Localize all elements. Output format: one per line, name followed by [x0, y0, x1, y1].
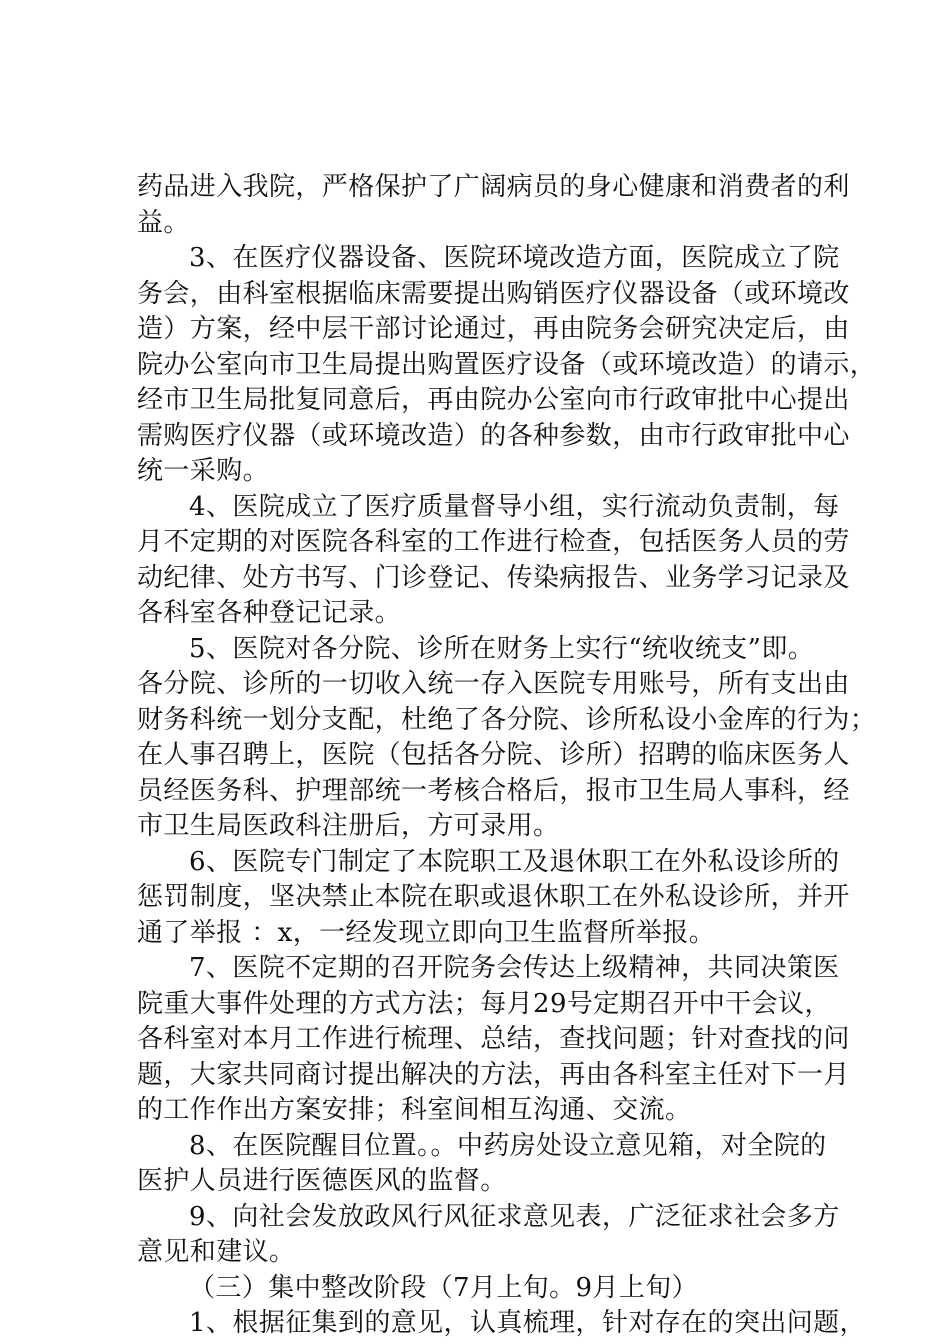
paragraph-4-start: 4、医院成立了医疗质量督导小组，实行流动负责制，每 [189, 491, 840, 522]
text-line: 题，大家共同商讨提出解决的方法，再由各科室主任对下一月 [137, 1059, 850, 1090]
paragraph-5-start: 5、医院对各分院、诊所在财务上实行“统收统支”即。 [189, 633, 815, 664]
text-line: 各科室对本月工作进行梳理、总结，查找问题；针对查找的问 [137, 1024, 850, 1054]
paragraph-8-start: 8、在医院醒目位置。。中药房处设立意见箱，对全院的 [189, 1130, 827, 1161]
text-line: 在人事召聘上，医院（包括各分院、诊所）招聘的临床医务人 [137, 740, 850, 770]
text-line: 的工作作出方案安排；科室间相互沟通、交流。 [137, 1095, 692, 1125]
text-line: 月不定期的对医院各科室的工作进行检查，包括医务人员的劳 [137, 527, 850, 557]
paragraph-7-start: 7、医院不定期的召开院务会传达上级精神，共同决策医 [189, 953, 840, 983]
text-line: 惩罚制度，坚决禁止本院在职或退休职工在外私设诊所，并开 [137, 882, 850, 912]
text-line: 意见和建议。 [137, 1237, 296, 1267]
text-line: 需购医疗仪器（或环境改造）的各种参数，由市行政审批中心 [137, 420, 850, 451]
text-line: 务会，由科室根据临床需要提出购销医疗仪器设备（或环境改 [137, 278, 850, 309]
text-line: 院办公室向市卫生局提出购置医疗设备（或环境改造）的请示， [137, 349, 877, 380]
paragraph-9-start: 9、向社会发放政风行风征求意见表，广泛征求社会多方 [189, 1201, 840, 1232]
text-line: 经市卫生局批复同意后，再由院办公室向市行政审批中心提出 [137, 385, 850, 415]
text-line: 统一采购。 [137, 456, 270, 486]
document-body [137, 170, 877, 1342]
paragraph-3-start: 3、在医疗仪器设备、医院环境改造方面，医院成立了院 [189, 243, 840, 273]
text-line: 各科室各种登记记录。 [137, 598, 402, 628]
text-line: 动纪律、处方书写、门诊登记、传染病报告、业务学习记录及 [137, 562, 850, 593]
text-line: 院重大事件处理的方式方法；每月29号定期召开中干会议， [137, 988, 831, 1019]
text-line: 造）方案，经中层干部讨论通过，再由院务会研究决定后，由 [137, 314, 850, 344]
text-line: 药品进入我院，严格保护了广阔病员的身心健康和消费者的利 [137, 172, 850, 202]
paragraph-section-3-item-1: 1、根据征集到的意见，认真梳理，针对存在的突出问题， [189, 1308, 866, 1338]
paragraph-6-start: 6、医院专门制定了本院职工及退休职工在外私设诊所的 [189, 846, 840, 877]
text-line: 益。 [137, 207, 190, 238]
text-line: 通了举报 ：x，一经发现立即向卫生监督所举报。 [137, 917, 716, 948]
text-line: 各分院、诊所的一切收入统一存入医院专用账号，所有支出由 [137, 669, 850, 699]
text-line: 医护人员进行医德医风的监督。 [137, 1166, 507, 1196]
text-line: 市卫生局医政科注册后，方可录用。 [137, 811, 560, 841]
section-heading: （三）集中整改阶段（7月上旬。9月上旬） [189, 1272, 699, 1303]
text-line: 财务科统一划分支配，杜绝了各分院、诊所私设小金库的行为； [137, 704, 877, 735]
text-line: 员经医务科、护理部统一考核合格后，报市卫生局人事科，经 [137, 775, 850, 806]
